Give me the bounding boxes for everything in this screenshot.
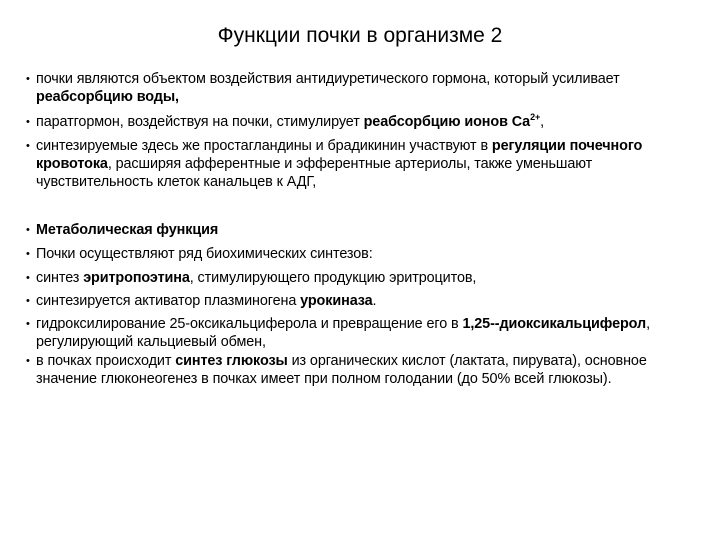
text-segment: почки являются объектом воздействия антидиуретического гормона, который усиливает: [36, 71, 620, 87]
text-segment: эритропоэтина: [83, 270, 190, 286]
bullet-marker: •: [26, 73, 30, 85]
text-segment: из органических кислот (лактата, пирувата), основное значение глюконеогенез в почках имеет при полном голодании (до 50% всей глюкозы).: [36, 353, 647, 387]
text-segment: паратгормон, воздействуя на почки, стимулирует: [36, 114, 364, 130]
text-segment: Метаболическая функция: [36, 222, 219, 238]
text-segment: Почки осуществляют ряд биохимических синтезов:: [36, 246, 373, 262]
text-segment: реабсорбцию ионов Са: [363, 114, 531, 130]
text-segment: реабсорбцию воды,: [36, 89, 179, 105]
bullet-marker: •: [26, 318, 30, 330]
text-segment: гидроксилирование 25-оксикальциферола и превращение его в: [36, 316, 463, 332]
list-item-text: [36, 292, 676, 310]
text-segment: , регулирующий кальциевый обмен,: [36, 316, 650, 350]
text-segment: ,: [540, 114, 545, 130]
list-item-text: [36, 245, 676, 263]
text-segment: 1,25-‑диоксикальциферол: [462, 316, 647, 332]
text-segment: регуляции почечного кровотока: [36, 138, 643, 172]
text-segment: 2+: [530, 112, 541, 123]
text-segment: синтез глюкозы: [175, 353, 288, 369]
bullet-marker: •: [26, 248, 30, 260]
text-segment: , стимулирующего продукцию эритроцитов,: [189, 270, 477, 286]
list-item-text: [36, 315, 676, 351]
text-segment: синтезируется активатор плазминогена: [36, 293, 301, 309]
bullet-marker: •: [26, 295, 30, 307]
bullet-marker: •: [26, 116, 30, 128]
bullet-marker: •: [26, 140, 30, 152]
text-segment: в почках происходит: [36, 353, 176, 369]
list-item-text: [36, 137, 676, 191]
text-segment: .: [372, 293, 377, 309]
text-segment: синтезируемые здесь же простагландины и брадикинин участвуют в: [36, 138, 492, 154]
list-item-text: [36, 269, 676, 287]
list-item-text: [36, 113, 676, 131]
slide-title: Функции почки в организме 2: [217, 24, 503, 47]
text-segment: урокиназа: [300, 293, 373, 309]
text-segment: синтез: [36, 270, 84, 286]
text-segment: , расширяя афферентные и эфферентные артериолы, также уменьшают чувствительность клеток канальцев к АДГ,: [36, 156, 593, 190]
bullet-marker: •: [26, 355, 30, 367]
bullet-marker: •: [26, 224, 30, 236]
list-item-text: [36, 70, 676, 106]
bullet-marker: •: [26, 272, 30, 284]
list-item-text: [36, 221, 676, 239]
list-item-text: [36, 352, 676, 388]
